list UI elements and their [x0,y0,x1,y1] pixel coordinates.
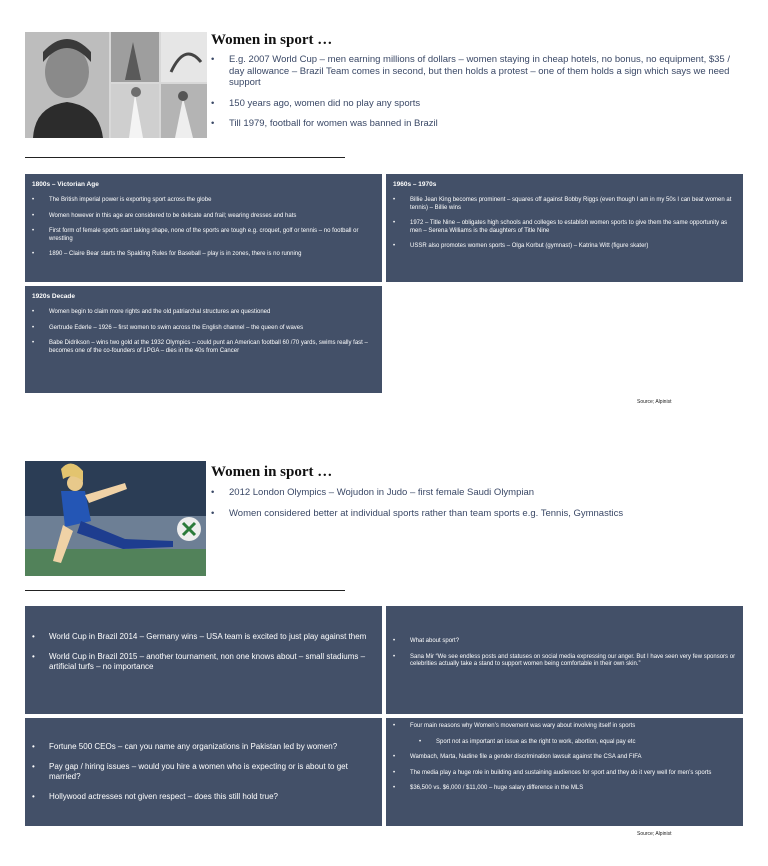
soccer-player-photo [25,461,206,576]
list-item: • Billie Jean King becomes prominent – squares off against Bobby Riggs (even though I am in my 50s I can beat women at tennis) – Billie wins [393,197,736,212]
slide1-bullet-list [211,54,736,139]
victorian-age-panel [25,174,382,282]
list-item: • 1890 – Claire Bear starts the Spalding Rules for Baseball – play is in zones, there is no running [32,251,375,259]
panel-heading: 1960s – 1970s [393,181,437,188]
slide2-bullet-list [211,487,736,528]
list-item: • The British imperial power is exporting sport across the globe [32,197,375,205]
divider [25,590,345,591]
list-item: • Babe Didrikson – wins two gold at the 1932 Olympics – could punt an American football 60 /70 yards, swims really fast – becomes one of the co-founders of LPGA – dies in the 40s from Cancer [32,340,375,355]
list-item: • 2012 London Olympics – Wojudon in Judo – first female Saudi Olympian [211,487,736,499]
twenties-decade-panel [25,286,382,393]
reasons-panel [386,718,743,826]
slide2-title: Women in sport … [211,464,333,480]
list-item: • World Cup in Brazil 2015 – another tournament, non one knows about – small stadiums – artificial turfs – no importance [32,652,375,672]
list-item: • Sport not as important an issue as the right to work, abortion, equal pay etc [419,739,736,747]
world-cup-panel [25,606,382,714]
list-item: • Till 1979, football for women was banned in Brazil [211,118,736,130]
list-item: • Women however in this age are considered to be delicate and frail; wearing dresses and hats [32,213,375,221]
list-item: • 1972 – Title Nine – obligates high schools and colleges to establish women sports to give them the same opportunity as men – Serena Williams is the daughters of Title Nine [393,220,736,235]
list-item: • Sana Mir “We see endless posts and statuses on social media expressing our anger. But I have seen very few sponsors or celebrities actually take a stand to support women being comfortable in their own skin.” [393,654,736,669]
list-item: • 150 years ago, women did no play any sports [211,98,736,110]
list-item: • Hollywood actresses not given respect – does this still hold true? [32,792,375,802]
panel-heading: 1920s Decade [32,293,76,300]
list-item: • Gertrude Ederle – 1926 – first women to swim across the English channel – the queen of waves [32,325,375,333]
list-item: • Women considered better at individual sports rather than team sports e.g. Tennis, Gymnastics [211,508,736,520]
sixties-seventies-panel [386,174,743,282]
list-item: • Fortune 500 CEOs – can you name any organizations in Pakistan led by women? [32,742,375,752]
source-note: Source; Alpinist [637,831,672,837]
list-item: • What about sport? [393,638,736,646]
list-item: • Four main reasons why Women’s movement was wary about involving itself in sports [393,723,736,731]
divider [25,157,345,158]
list-item: • Wambach, Marta, Nadine file a gender discrimination lawsuit against the CSA and FIFA [393,754,736,762]
list-item: • The media play a huge role in building and sustaining audiences for sport and they do it very well for men’s sports [393,770,736,778]
slide1-title: Women in sport … [211,32,333,48]
source-note: Source; Alpinist [637,399,672,405]
list-item: • $36,500 vs. $6,000 / $11,000 – huge salary difference in the MLS [393,785,736,793]
historic-women-photo-collage [25,32,207,138]
list-item: • First form of female sports start taking shape, none of the sports are tough e.g. croquet, golf or tennis – no football or wrestling [32,228,375,243]
sana-mir-panel [386,606,743,714]
list-item: • USSR also promotes women sports – Olga Korbut (gymnast) – Katrina Witt (figure skater) [393,243,736,251]
list-item: • E.g. 2007 World Cup – men earning millions of dollars – women staying in cheap hotels, no bonus, no equipment, $35 / day allowance – Brazil Team comes in second, but then holds a protest – one of them holds a sign which says we need support [211,54,736,89]
list-item: • World Cup in Brazil 2014 – Germany wins – USA team is excited to just play against them [32,632,375,642]
panel-heading: 1800s – Victorian Age [32,181,99,188]
list-item: • Pay gap / hiring issues – would you hire a women who is expecting or is about to get married? [32,762,375,782]
ceo-questions-panel [25,718,382,826]
list-item: • Women begin to claim more rights and the old patriarchal structures are questioned [32,309,375,317]
